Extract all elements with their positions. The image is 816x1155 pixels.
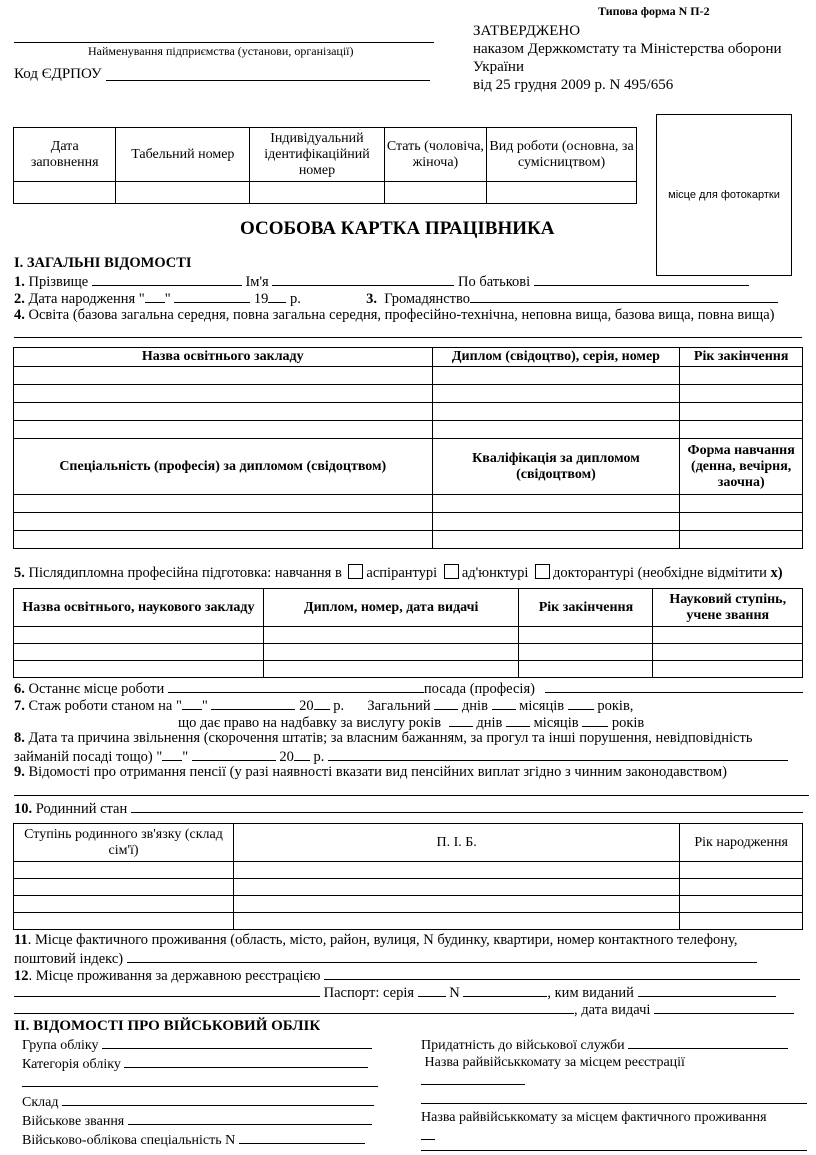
post-header-degree: Науковий ступінь, учене звання: [653, 589, 803, 627]
family-status-label: Родинний стан: [35, 801, 128, 817]
edu-cell[interactable]: [432, 421, 680, 439]
edu-header-diploma: Диплом (свідоцтво), серія, номер: [432, 348, 680, 367]
post-cell[interactable]: [653, 644, 803, 661]
row-12: [14, 966, 800, 984]
row3-num: 3.: [366, 291, 377, 307]
top-header-date: Дата заповнення: [14, 128, 116, 182]
pension-line[interactable]: [14, 795, 809, 796]
issue-date-label: , дата видачі: [574, 1002, 651, 1018]
days-label: днів: [476, 715, 503, 731]
post-cell[interactable]: [14, 627, 264, 644]
dismissal-label-2: займаній посаді тощо) ": [14, 749, 163, 765]
dismissal-month-field[interactable]: [192, 747, 276, 761]
post-cell[interactable]: [263, 661, 519, 678]
years-label: років: [611, 715, 645, 731]
issued-by-label: , ким виданий: [547, 985, 634, 1001]
doktorantura-checkbox[interactable]: [535, 564, 550, 579]
edu-header-name: Назва освітнього закладу: [14, 348, 433, 367]
office-reg-label: Назва райвійськкомату за місцем реєстрації: [424, 1055, 685, 1070]
family-status-field[interactable]: [131, 799, 803, 813]
post-cell[interactable]: [519, 661, 653, 678]
dismissal-label: Дата та причина звільнення (скорочення штатів; за власним бажанням, за прогул та інші порушення, невідповідність: [28, 730, 753, 746]
passport-number-label: N: [449, 985, 460, 1001]
patronymic-field[interactable]: [534, 272, 749, 286]
category-label: Категорія обліку: [22, 1057, 121, 1072]
row-5: [14, 564, 783, 581]
top-cell-id[interactable]: [250, 182, 385, 204]
row-2: [14, 289, 778, 307]
dismissal-year-field[interactable]: [294, 747, 310, 761]
edrpou-line[interactable]: [106, 80, 430, 81]
name-field[interactable]: [272, 272, 454, 286]
last-job-field[interactable]: [168, 679, 424, 693]
edu-cell[interactable]: [680, 403, 803, 421]
quote: ": [182, 749, 189, 765]
bonus-days-field[interactable]: [449, 713, 473, 727]
row9-num: 9.: [14, 764, 25, 780]
edu-cell[interactable]: [680, 513, 803, 531]
group-label: Група обліку: [22, 1038, 99, 1053]
office-live-field[interactable]: [421, 1126, 435, 1140]
post-cell[interactable]: [14, 661, 264, 678]
birth-year-field[interactable]: [268, 289, 286, 303]
section1-heading: I. ЗАГАЛЬНІ ВІДОМОСТІ: [14, 255, 192, 271]
family-cell[interactable]: [234, 879, 680, 896]
total-days-field[interactable]: [434, 696, 458, 710]
row-12b: [14, 983, 776, 1001]
row-composition: [22, 1092, 382, 1111]
surname-label: Прізвище: [28, 274, 89, 290]
birth-day-field[interactable]: [145, 289, 165, 303]
post-cell[interactable]: [14, 644, 264, 661]
top-cell-tabel[interactable]: [116, 182, 250, 204]
tenure-day-field[interactable]: [182, 696, 202, 710]
family-cell[interactable]: [680, 896, 803, 913]
quote: ": [201, 698, 208, 714]
pension-label: Відомості про отримання пенсії (у разі наявності вказати вид пенсійних виплат згідно з чинним законодавством): [28, 764, 727, 780]
family-header-relation: Ступінь родинного зв'язку (склад сім'ї): [14, 824, 234, 862]
approved-line4: від 25 грудня 2009 р. N 495/656: [473, 77, 674, 93]
approved-line3: України: [473, 59, 524, 75]
top-cell-work[interactable]: [487, 182, 637, 204]
composition-field[interactable]: [62, 1092, 374, 1106]
family-cell[interactable]: [680, 862, 803, 879]
quote: ": [164, 291, 171, 307]
top-header-id: Індивідуальний ідентифікаційний номер: [250, 128, 385, 182]
row-10: [14, 799, 803, 817]
edu-cell[interactable]: [14, 495, 433, 513]
citizenship-label: Громадянство: [384, 291, 471, 307]
edu-header-form: Форма навчання (денна, вечірня, заочна): [680, 439, 803, 495]
row-rank: [22, 1111, 382, 1130]
edrpou-label: Код ЄДРПОУ: [14, 66, 102, 82]
family-cell[interactable]: [234, 913, 680, 930]
post-cell[interactable]: [519, 627, 653, 644]
row6-num: 6.: [14, 681, 25, 697]
postgrad-label: Післядипломна професійна підготовка: навчання в: [28, 565, 342, 581]
office-reg-field[interactable]: [421, 1071, 525, 1085]
row-office-reg-field: [421, 1071, 811, 1090]
edu-cell[interactable]: [432, 385, 680, 403]
education-label: Освіта (базова загальна середня, повна загальна середня, професійно-технічна, неповна вища, базова вища, повна вища): [28, 307, 775, 323]
row-1: [14, 272, 749, 290]
education-table: [13, 347, 803, 549]
issued-by-field[interactable]: [638, 983, 776, 997]
row8-num: 8.: [14, 730, 25, 746]
category-field[interactable]: [124, 1054, 368, 1068]
passport-label: Паспорт: серія: [323, 985, 415, 1001]
issue-date-field[interactable]: [654, 1000, 794, 1014]
edu-cell[interactable]: [14, 385, 433, 403]
dismissal-century: 20: [279, 749, 294, 765]
citizenship-field[interactable]: [470, 289, 778, 303]
post-cell[interactable]: [653, 627, 803, 644]
aspirantura-checkbox[interactable]: [348, 564, 363, 579]
fitness-label: Придатність до військової служби: [421, 1038, 625, 1053]
birth-century: 19: [253, 291, 269, 307]
row-4: [14, 307, 774, 323]
approved-line2: наказом Держкомстату та Міністерства оборони: [473, 41, 782, 57]
doktorantura-label: докторантурі (необхідне відмітити: [553, 565, 767, 581]
org-caption: Найменування підприємства (установи, організації): [88, 44, 354, 58]
education-line[interactable]: [14, 337, 802, 338]
edu-header-year: Рік закінчення: [680, 348, 803, 367]
row-office-live: [421, 1109, 811, 1126]
form-type: Типова форма N П-2: [598, 4, 710, 18]
row-category: [22, 1054, 382, 1073]
approval-block: [473, 22, 782, 94]
registration-field[interactable]: [324, 966, 800, 980]
edu-header-qualification: Кваліфікація за дипломом (свідоцтвом): [432, 439, 680, 495]
registration-label: . Місце проживання за державною реєстрацією: [28, 968, 321, 984]
bonus-label: що дає право на надбавку за вислугу років: [178, 715, 442, 731]
patronymic-label: По батькові: [457, 274, 531, 290]
office-live-line[interactable]: [421, 1150, 807, 1151]
approved-line1: ЗАТВЕРДЖЕНО: [473, 23, 581, 39]
office-reg-field-2[interactable]: [421, 1090, 807, 1104]
edu-cell[interactable]: [432, 531, 680, 549]
family-cell[interactable]: [680, 879, 803, 896]
post-cell[interactable]: [519, 644, 653, 661]
family-cell[interactable]: [14, 862, 234, 879]
top-cell-date[interactable]: [14, 182, 116, 204]
row-group: [22, 1035, 382, 1054]
position-label: посада (професія): [423, 681, 535, 697]
composition-label: Склад: [22, 1095, 59, 1110]
edu-header-specialty: Спеціальність (професія) за дипломом (свідоцтвом): [14, 439, 433, 495]
post-cell[interactable]: [263, 627, 519, 644]
specialty-label: Військово-облікова спеціальність N: [22, 1133, 236, 1148]
row-9: [14, 764, 727, 780]
last-job-label: Останнє місце роботи: [28, 681, 165, 697]
row5-num: 5.: [14, 565, 25, 581]
edu-cell[interactable]: [432, 403, 680, 421]
family-header-birth: Рік народження: [680, 824, 803, 862]
row-8: [14, 730, 752, 746]
total-months-field[interactable]: [492, 696, 516, 710]
birth-year-suffix: р.: [289, 291, 301, 307]
total-label: Загальний: [367, 698, 431, 714]
years-label: років,: [597, 698, 634, 714]
residence-label-2: поштовий індекс): [14, 951, 124, 967]
row-office-live-field: [421, 1126, 811, 1145]
rank-label: Військове звання: [22, 1114, 125, 1129]
row12-num: 12: [14, 968, 29, 984]
specialty-field[interactable]: [239, 1130, 365, 1144]
passport-series-field[interactable]: [418, 983, 446, 997]
category-field-2[interactable]: [22, 1073, 378, 1087]
row10-num: 10.: [14, 801, 33, 817]
edu-cell[interactable]: [680, 531, 803, 549]
family-cell[interactable]: [14, 896, 234, 913]
edu-cell[interactable]: [432, 513, 680, 531]
tenure-year-field[interactable]: [314, 696, 330, 710]
position-field[interactable]: [545, 679, 803, 693]
org-name-line[interactable]: [14, 42, 434, 43]
row-12c: [14, 1000, 794, 1018]
top-header-tabel: Табельний номер: [116, 128, 250, 182]
post-cell[interactable]: [653, 661, 803, 678]
surname-field[interactable]: [92, 272, 242, 286]
months-label: місяців: [533, 715, 579, 731]
family-cell[interactable]: [234, 862, 680, 879]
edu-cell[interactable]: [14, 367, 433, 385]
edu-cell[interactable]: [14, 421, 433, 439]
row4-num: 4.: [14, 307, 25, 323]
top-header-work: Вид роботи (основна, за сумісництвом): [487, 128, 637, 182]
edu-cell[interactable]: [14, 513, 433, 531]
bonus-years-field[interactable]: [582, 713, 608, 727]
section2-heading: II. ВІДОМОСТІ ПРО ВІЙСЬКОВИЙ ОБЛІК: [14, 1018, 321, 1034]
office-live-label: Назва райвійськкомату за місцем фактичного проживання: [421, 1110, 767, 1125]
edu-cell[interactable]: [14, 403, 433, 421]
row2-num: 2.: [14, 291, 25, 307]
fitness-field[interactable]: [628, 1035, 788, 1049]
name-label: Ім'я: [245, 274, 269, 290]
adjunktura-label: ад'юнктурі: [461, 565, 529, 581]
family-cell[interactable]: [234, 896, 680, 913]
top-table: [13, 127, 637, 204]
postgrad-table: [13, 588, 803, 678]
photo-placeholder: місце для фотокартки: [656, 114, 792, 276]
row1-num: 1.: [14, 274, 25, 290]
registration-field-2[interactable]: [14, 983, 320, 997]
adjunktura-checkbox[interactable]: [444, 564, 459, 579]
row11-num: 11: [14, 932, 28, 948]
row-office-reg-field-2: [421, 1090, 811, 1109]
total-years-field[interactable]: [568, 696, 594, 710]
group-field[interactable]: [102, 1035, 372, 1049]
tenure-month-field[interactable]: [211, 696, 295, 710]
row-11: [14, 932, 737, 948]
edu-cell[interactable]: [680, 385, 803, 403]
page-title: ОСОБОВА КАРТКА ПРАЦІВНИКА: [240, 218, 555, 239]
military-right: [421, 1035, 811, 1145]
row-6: [14, 679, 803, 697]
dismissal-day-field[interactable]: [162, 747, 182, 761]
family-cell[interactable]: [14, 913, 234, 930]
row-11b: [14, 949, 757, 967]
residence-label: . Місце фактичного проживання (область, місто, район, вулиця, N будинку, квартири, номер контактного телефону,: [27, 932, 738, 948]
top-cell-sex[interactable]: [384, 182, 486, 204]
edu-cell[interactable]: [680, 421, 803, 439]
row-specialty: [22, 1130, 382, 1149]
row-fitness: [421, 1035, 811, 1054]
family-header-name: П. І. Б.: [234, 824, 680, 862]
dismissal-year-suffix: р.: [313, 749, 325, 765]
post-header-year: Рік закінчення: [519, 589, 653, 627]
post-header-diploma: Диплом, номер, дата видачі: [263, 589, 519, 627]
edu-cell[interactable]: [14, 531, 433, 549]
edu-cell[interactable]: [680, 495, 803, 513]
row-8b: [14, 747, 788, 765]
bonus-months-field[interactable]: [506, 713, 530, 727]
tenure-year-suffix: р.: [333, 698, 345, 714]
family-cell[interactable]: [680, 913, 803, 930]
family-cell[interactable]: [14, 879, 234, 896]
tenure-century: 20: [299, 698, 314, 714]
row-office-reg: [421, 1054, 811, 1071]
post-header-name: Назва освітнього, наукового закладу: [14, 589, 264, 627]
issued-by-field-2[interactable]: [14, 1000, 574, 1014]
mark-x: х): [770, 565, 783, 581]
passport-number-field[interactable]: [463, 983, 547, 997]
months-label: місяців: [519, 698, 565, 714]
residence-field[interactable]: [127, 949, 757, 963]
row-category-2: [22, 1073, 382, 1092]
birth-month-field[interactable]: [174, 289, 250, 303]
rank-field[interactable]: [128, 1111, 372, 1125]
row7-num: 7.: [14, 698, 25, 714]
days-label: днів: [461, 698, 488, 714]
post-cell[interactable]: [263, 644, 519, 661]
edu-cell[interactable]: [432, 367, 680, 385]
aspirantura-label: аспірантурі: [366, 565, 438, 581]
edu-cell[interactable]: [432, 495, 680, 513]
top-header-sex: Стать (чоловіча, жіноча): [384, 128, 486, 182]
row-7b: [178, 713, 644, 731]
military-left: [22, 1035, 382, 1149]
birth-label: Дата народження ": [28, 291, 145, 307]
dismissal-reason-field[interactable]: [328, 747, 788, 761]
family-table: [13, 823, 803, 930]
edu-cell[interactable]: [680, 367, 803, 385]
row-7: [14, 696, 633, 714]
tenure-label: Стаж роботи станом на ": [28, 698, 182, 714]
